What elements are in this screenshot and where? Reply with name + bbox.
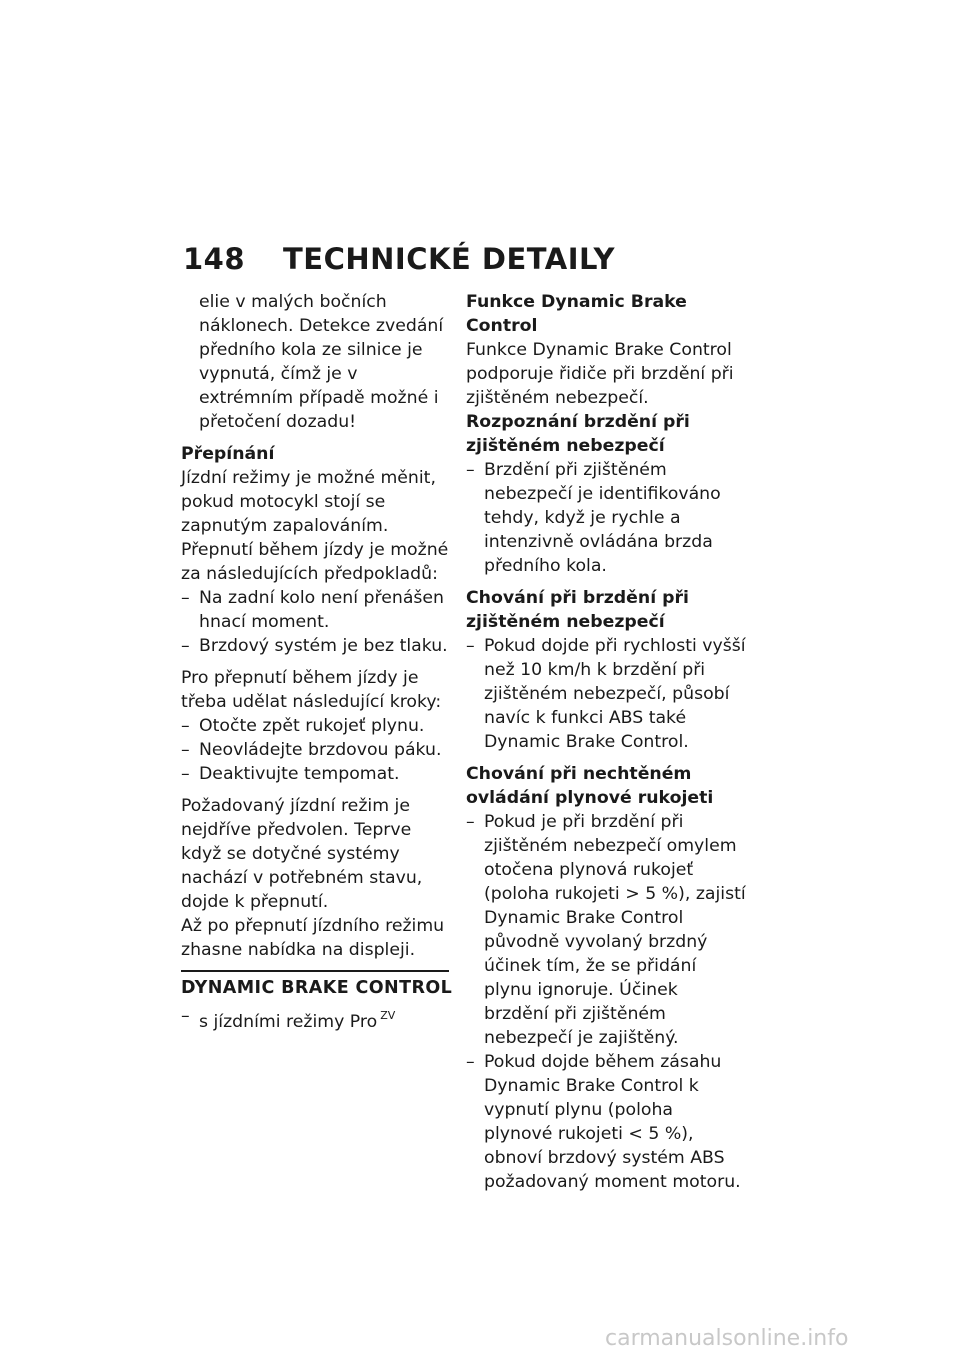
detection-list [466,458,746,578]
behavior-list [466,634,746,754]
detection-heading: Rozpoznání brzdění při zjištěném nebezpečí [466,412,690,456]
conditions-list [181,586,453,658]
behavior-heading: Chování při brzdění při zjištěném nebezpečí [466,588,689,632]
preselect-note: Požadovaný jízdní režim je nejdříve předvolen. Teprve když se dotyčné systémy nachází v potřebném stavu, dojde k přepnutí. [181,796,423,912]
list-item [181,1004,453,1034]
chapter-title: TECHNICKÉ DETAILY [283,242,615,276]
list-item: – Pokud dojde při rychlosti vyšší než 10 km/h k brzdění při zjištěném nebezpečí, působí navíc k funkci ABS také Dynamic Brake Control. [466,634,746,754]
list-item: – Neovládejte brzdovou páku. [181,738,453,762]
dbc-section-title: DYNAMIC BRAKE CONTROL [181,978,453,998]
function-heading: Funkce Dynamic Brake Control [466,292,687,336]
steps-list [181,714,453,786]
list-item: – Deaktivujte tempomat. [181,762,453,786]
function-text: Funkce Dynamic Brake Control podporuje řidiče při brzdění při zjištěném nebezpečí. [466,340,734,408]
list-item: – Otočte zpět rukojeť plynu. [181,714,453,738]
continuation-text: elie v malých bočních náklonech. Detekce zvedání předního kola ze silnice je vypnutá, čímž je v extrémním případě možné i přetočení dozadu! [199,292,444,432]
list-item: – Na zadní kolo není přenášen hnací moment. [181,586,453,634]
unintended-heading: Chování při nechtěném ovládání plynové rukojeti [466,764,714,808]
list-item: – Brzdění při zjištěném nebezpečí je identifikováno tehdy, když je rychle a intenzivně ovládána brzda předního kola. [466,458,746,578]
page-header [183,242,783,276]
dbc-item-text: s jízdními režimy Pro [199,1012,378,1032]
page-number: 148 [183,242,246,276]
section-divider [181,970,449,972]
steps-intro: Pro přepnutí během jízdy je třeba udělat následující kroky: [181,668,442,712]
list-item: – Pokud dojde během zásahu Dynamic Brake Control k vypnutí plynu (poloha plynové rukojeti < 5 %), obnoví brzdový systém ABS požadovaný moment motoru. [466,1050,746,1194]
unintended-list [466,810,746,1194]
option-superscript: ZV [380,1009,396,1022]
right-column [466,290,746,1194]
switching-heading: Přepínání [181,444,275,464]
switching-intro: Jízdní režimy je možné měnit, pokud motocykl stojí se zapnutým zapalováním. Přepnutí během jízdy je možné za následujících předpokladů: [181,468,449,584]
list-item: – Pokud je při brzdění při zjištěném nebezpečí omylem otočena plynová rukojeť (poloha rukojeti > 5 %), zajistí Dynamic Brake Control původně vyvolaný brzdný účinek tím, že se přidání plynu ignoruje. Účinek brzdění při zjištěném nebezpečí je zajištěný. [466,810,746,1050]
watermark: carmanualsonline.info [605,1326,849,1351]
dbc-list [181,1004,453,1034]
left-column [181,290,453,1034]
list-item: – Brzdový systém je bez tlaku. [181,634,453,658]
display-note: Až po přepnutí jízdního režimu zhasne nabídka na displeji. [181,916,445,960]
